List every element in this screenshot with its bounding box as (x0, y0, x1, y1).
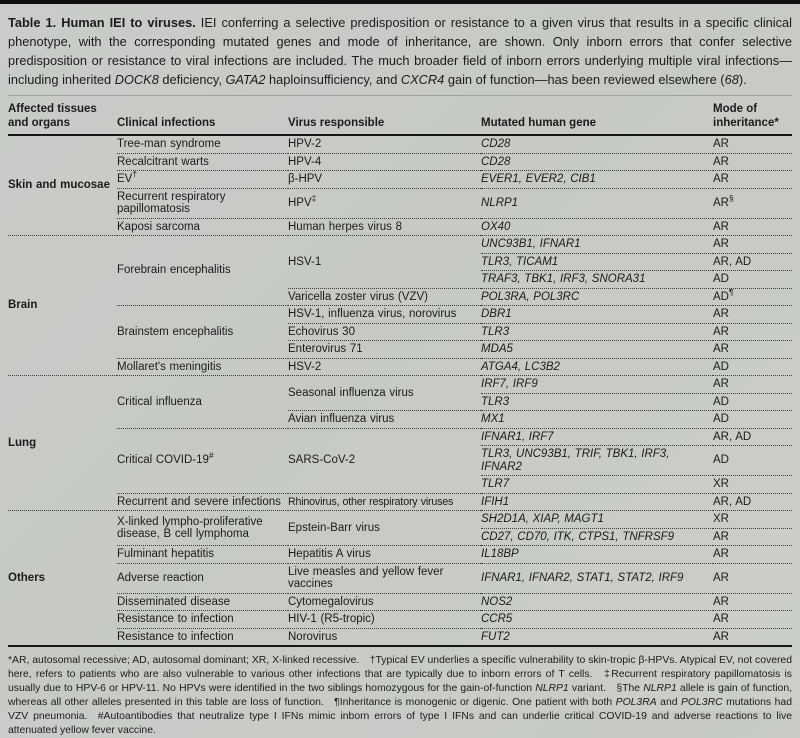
cell-mode-text: AD (713, 454, 729, 467)
cell-virus (288, 358, 481, 376)
cell-clinical (117, 428, 288, 493)
cell-tissue-text: Skin and mucosae (8, 179, 110, 192)
table-row (8, 135, 792, 153)
cell-virus (288, 563, 481, 593)
cell-mode-text: AR, AD (713, 495, 752, 508)
cell-tissue-text: Brain (8, 299, 38, 312)
cell-virus-text: HPV-2 (288, 138, 322, 150)
cell-gene (481, 546, 713, 564)
cell-mode (713, 493, 792, 511)
cell-mode-text: AR (713, 196, 729, 209)
cell-gene-text: NLRP1 (481, 196, 519, 209)
table-row (8, 428, 792, 446)
table-row (8, 358, 792, 376)
cell-mode (713, 376, 792, 394)
cell-mode-text: XR (713, 478, 729, 490)
table-row (8, 628, 792, 646)
table-body (8, 135, 792, 646)
cell-virus-text: Live measles and yellow fever vaccines (288, 565, 444, 590)
cell-clinical (117, 306, 288, 359)
cell-gene (481, 271, 713, 289)
table-header (8, 96, 792, 136)
cell-gene (481, 135, 713, 153)
cell-clinical (117, 236, 288, 306)
cell-gene-text: NOS2 (481, 595, 513, 608)
cell-mode-text: AR (713, 173, 729, 185)
cell-gene (481, 288, 713, 306)
cell-clinical (117, 546, 288, 564)
cell-gene-text: FUT2 (481, 630, 510, 643)
cell-clinical (117, 611, 288, 629)
cell-virus-text: HPV (288, 196, 312, 209)
footnote-marker: § (728, 192, 734, 203)
cell-gene-text: IFIH1 (481, 495, 510, 508)
cell-gene (481, 218, 713, 236)
cell-clinical-text: Resistance to infection (117, 613, 234, 625)
cell-mode (713, 306, 792, 324)
cell-mode (713, 253, 792, 271)
cell-clinical (117, 593, 288, 611)
cell-mode-text: AR (713, 138, 729, 150)
cell-virus (288, 236, 481, 289)
cell-virus-text: Enterovirus 71 (288, 343, 363, 355)
cell-virus-text: Cytomegalovirus (288, 595, 374, 608)
cell-mode-text: AR (713, 530, 729, 543)
cell-virus-text: HSV-2 (288, 360, 322, 373)
footnote-marker: † (132, 169, 138, 180)
cell-gene (481, 428, 713, 446)
cell-clinical (117, 511, 288, 546)
cell-mode-text: AR (713, 595, 729, 608)
cell-gene (481, 528, 713, 546)
cell-mode-text: AD (713, 395, 729, 408)
cell-virus-text: Human herpes virus 8 (288, 220, 402, 233)
table-row (8, 493, 792, 511)
cell-gene-text: SH2D1A, XIAP, MAGT1 (481, 513, 604, 525)
cell-gene (481, 253, 713, 271)
cell-gene (481, 188, 713, 218)
cell-gene-text: MDA5 (481, 343, 513, 355)
cell-virus-text: HSV-1, influenza virus, norovirus (288, 308, 457, 320)
table-footnotes: *AR, autosomal recessive; AD, autosomal dominant; XR, X-linked recessive. †Typical EV underlies a specific vulnerability to skin-tropic β-HPVs. Atypical EV, not covered here, refers to patients who are also vulnerable to various other infections that are typically due to inborn errors of T cells. ‡Recurrent respiratory papillomatosis is usually due to HPV-6 or HPV-11. No HPVs were identified in the two siblings homozygous for the gain-of-function NLRP1 variant. §The NLRP1 allele is gain of function, whereas all other alleles presented in this table are loss of function. ¶Inheritance is monogenic or digenic. One patient with both POL3RA and POL3RC mutations had VZV pneumonia. #Autoantibodies that neutralize type I IFNs mimic inborn errors of type I IFNs and can underlie critical COVID-19 and adverse reactions to live attenuated yellow fever vaccine. (8, 655, 792, 736)
cell-clinical (117, 628, 288, 646)
cell-virus (288, 493, 481, 511)
cell-virus-text: Hepatitis A virus (288, 548, 371, 560)
cell-virus-text: Epstein-Barr virus (288, 521, 380, 534)
cell-gene (481, 493, 713, 511)
table-row (8, 511, 792, 529)
cell-clinical-text: Critical influenza (117, 395, 202, 408)
cell-virus (288, 411, 481, 429)
cell-gene-text: IFNAR1, IFNAR2, STAT1, STAT2, IRF9 (481, 571, 684, 584)
cell-gene-text: OX40 (481, 220, 511, 233)
cell-mode (713, 288, 792, 306)
cell-virus-text: SARS-CoV-2 (288, 454, 356, 467)
cell-mode-text: AR (713, 571, 729, 584)
cell-tissue (8, 236, 117, 376)
iei-to-viruses-table (8, 95, 792, 647)
cell-clinical-text: Adverse reaction (117, 571, 204, 584)
cell-tissue (8, 135, 117, 236)
cell-virus-text: HSV-1 (288, 255, 322, 268)
table-row (8, 593, 792, 611)
header-row (8, 96, 792, 136)
cell-virus (288, 376, 481, 411)
cell-clinical (117, 218, 288, 236)
col-header-clinical-infections: Clinical infections (117, 96, 288, 136)
table-row (8, 376, 792, 394)
cell-gene-text: IL18BP (481, 548, 519, 560)
cell-mode (713, 393, 792, 411)
cell-gene-text: CCR5 (481, 613, 513, 625)
cell-gene (481, 411, 713, 429)
cell-clinical (117, 135, 288, 153)
cell-mode (713, 428, 792, 446)
cell-clinical-text: Recurrent and severe infections (117, 495, 281, 508)
col-header-mode-inheritance: Mode of inheritance* (713, 96, 792, 136)
cell-gene (481, 341, 713, 359)
cell-mode-text: AD (713, 413, 729, 425)
cell-virus (288, 218, 481, 236)
cell-gene (481, 628, 713, 646)
cell-virus-text: Echovirus 30 (288, 325, 355, 338)
cell-virus (288, 593, 481, 611)
cell-gene (481, 511, 713, 529)
cell-clinical-text: Fulminant hepatitis (117, 548, 215, 560)
cell-virus-text: Norovirus (288, 630, 338, 643)
cell-tissue-text: Others (8, 571, 46, 584)
cell-mode-text: AR (713, 613, 729, 625)
col-header-mutated-gene: Mutated human gene (481, 96, 713, 136)
cell-mode-text: AD (713, 290, 729, 303)
cell-gene (481, 323, 713, 341)
cell-mode (713, 593, 792, 611)
cell-gene-text: IRF7, IRF9 (481, 378, 538, 390)
cell-virus (288, 135, 481, 153)
cell-gene (481, 376, 713, 394)
cell-gene-text: CD28 (481, 138, 511, 150)
cell-clinical-text: EV (117, 173, 133, 185)
cell-gene (481, 171, 713, 189)
paper-page (0, 4, 800, 738)
cell-mode-text: AR, AD (713, 255, 752, 268)
cell-gene (481, 393, 713, 411)
cell-mode-text: AR (713, 325, 729, 338)
col-header-virus-responsible: Virus responsible (288, 96, 481, 136)
cell-mode (713, 271, 792, 289)
cell-gene (481, 476, 713, 494)
cell-gene-text: TLR3, TICAM1 (481, 255, 559, 268)
cell-gene-text: CD27, CD70, ITK, CTPS1, TNFRSF9 (481, 530, 675, 543)
cell-gene (481, 611, 713, 629)
cell-mode (713, 218, 792, 236)
cell-clinical (117, 358, 288, 376)
table-row (8, 611, 792, 629)
cell-clinical (117, 493, 288, 511)
cell-virus-text: HIV-1 (R5-tropic) (288, 613, 375, 625)
cell-gene-text: POL3RA, POL3RC (481, 290, 580, 303)
footnote-marker: # (208, 450, 214, 461)
cell-virus (288, 611, 481, 629)
cell-gene-text: EVER1, EVER2, CIB1 (481, 173, 596, 185)
footnote-marker: ¶ (728, 286, 734, 297)
cell-mode-text: AR (713, 378, 729, 390)
cell-mode-text: AD (713, 360, 729, 373)
cell-virus-text: β-HPV (288, 173, 323, 185)
cell-virus (288, 511, 481, 546)
cell-mode-text: AR (713, 155, 729, 168)
cell-mode (713, 358, 792, 376)
cell-virus (288, 153, 481, 171)
cell-mode (713, 171, 792, 189)
cell-virus-text: HPV-4 (288, 155, 322, 168)
cell-virus-text: Varicella zoster virus (VZV) (288, 290, 428, 303)
cell-mode (713, 236, 792, 254)
cell-clinical-text: Critical COVID-19 (117, 454, 209, 467)
cell-clinical-text: Tree-man syndrome (117, 138, 221, 150)
table-row (8, 218, 792, 236)
cell-virus (288, 288, 481, 306)
cell-mode (713, 546, 792, 564)
cell-gene (481, 153, 713, 171)
table-row (8, 546, 792, 564)
cell-gene-text: DBR1 (481, 308, 512, 320)
cell-mode-text: AR (713, 548, 729, 560)
footnote-marker: ‡ (311, 192, 317, 203)
cell-tissue (8, 511, 117, 647)
cell-gene (481, 593, 713, 611)
cell-gene (481, 563, 713, 593)
cell-mode (713, 135, 792, 153)
cell-virus (288, 323, 481, 341)
cell-virus-text: Avian influenza virus (288, 413, 395, 425)
cell-virus (288, 628, 481, 646)
cell-mode (713, 411, 792, 429)
cell-mode-text: XR (713, 513, 729, 525)
table-row (8, 563, 792, 593)
cell-virus (288, 341, 481, 359)
cell-gene-text: TLR3, UNC93B1, TRIF, TBK1, IRF3, IFNAR2 (481, 448, 670, 473)
cell-mode (713, 628, 792, 646)
table-row (8, 306, 792, 324)
cell-virus (288, 306, 481, 324)
cell-gene-text: TRAF3, TBK1, IRF3, SNORA31 (481, 273, 646, 285)
cell-tissue (8, 376, 117, 511)
cell-clinical-text: Recalcitrant warts (117, 155, 209, 168)
cell-clinical (117, 171, 288, 189)
cell-clinical (117, 188, 288, 218)
cell-mode-text: AR, AD (713, 430, 752, 443)
cell-virus (288, 428, 481, 493)
cell-clinical-text: Disseminated disease (117, 595, 231, 608)
cell-mode-text: AR (713, 343, 729, 355)
cell-clinical-text: Brainstem encephalitis (117, 325, 234, 338)
cell-gene-text: TLR3 (481, 395, 510, 408)
cell-mode (713, 153, 792, 171)
table-row (8, 188, 792, 218)
cell-mode (713, 341, 792, 359)
table-row (8, 153, 792, 171)
cell-clinical-text: Forebrain encephalitis (117, 264, 231, 277)
cell-gene-text: TLR3 (481, 325, 510, 338)
cell-virus-text: Seasonal influenza virus (288, 386, 414, 399)
cell-clinical-text: X-linked lympho-proliferative disease, B cell lymphoma (117, 515, 263, 540)
cell-mode-text: AD (713, 273, 729, 285)
cell-mode (713, 446, 792, 476)
cell-clinical-text: Resistance to infection (117, 630, 234, 643)
cell-gene (481, 358, 713, 376)
cell-clinical-text: Mollaret's meningitis (117, 360, 222, 373)
cell-mode (713, 511, 792, 529)
cell-mode-text: AR (713, 238, 729, 250)
cell-virus-text: Rhinovirus, other respiratory viruses (288, 495, 454, 508)
cell-clinical (117, 153, 288, 171)
table-row (8, 171, 792, 189)
cell-tissue-text: Lung (8, 436, 37, 449)
cell-mode (713, 188, 792, 218)
cell-clinical (117, 563, 288, 593)
cell-gene-text: TLR7 (481, 478, 510, 490)
cell-gene-text: IFNAR1, IRF7 (481, 430, 554, 443)
cell-mode (713, 323, 792, 341)
cell-gene (481, 236, 713, 254)
cell-virus (288, 188, 481, 218)
cell-clinical (117, 376, 288, 429)
cell-gene-text: UNC93B1, IFNAR1 (481, 238, 581, 250)
cell-gene (481, 306, 713, 324)
cell-virus (288, 171, 481, 189)
cell-gene (481, 446, 713, 476)
cell-clinical-text: Kaposi sarcoma (117, 220, 200, 233)
cell-mode (713, 563, 792, 593)
cell-mode (713, 476, 792, 494)
cell-clinical-text: Recurrent respiratory papillomatosis (117, 190, 226, 215)
table-row (8, 236, 792, 254)
cell-mode (713, 528, 792, 546)
cell-mode-text: AR (713, 220, 729, 233)
cell-gene-text: ATGA4, LC3B2 (481, 360, 560, 373)
cell-mode-text: AR (713, 308, 729, 320)
col-header-affected-tissues: Affected tissues and organs (8, 96, 117, 136)
cell-virus (288, 546, 481, 564)
cell-mode-text: AR (713, 630, 729, 643)
cell-gene-text: CD28 (481, 155, 511, 168)
cell-gene-text: MX1 (481, 413, 505, 425)
table-caption: Table 1. Human IEI to viruses. IEI conferring a selective predisposition or resistance to a given virus that results in a specific clinical phenotype, with the corresponding mutated genes and mode of inheritance, are shown. Only inborn errors that confer selective predisposition or resistance to viral infections are included. The much broader field of inborn errors underlying multiple viral infections—including inherited DOCK8 deficiency, GATA2 haploinsufficiency, and CXCR4 gain of function—has been reviewed elsewhere (68). (8, 15, 792, 87)
cell-mode (713, 611, 792, 629)
